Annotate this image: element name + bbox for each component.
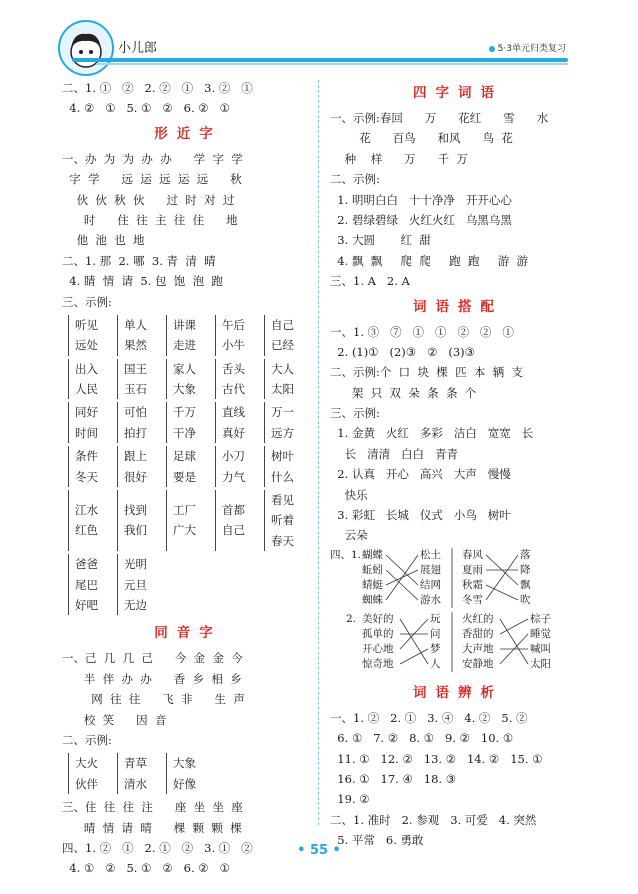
matching-exercise-1 (330, 548, 586, 610)
answer-line: 时 住 往 主 往 住 地 (62, 212, 238, 227)
answer-line: 二、示例: (62, 732, 112, 747)
series-label (489, 41, 566, 54)
answer-line: 5. 平常 6. 勇敢 (330, 833, 424, 848)
answer-line: 6. ① 7. ② 8. ① 9. ② 10. ① (330, 731, 514, 746)
word-cell: 听见 远处 (68, 315, 117, 356)
answer-line: 3. 大圆 红 甜 (330, 233, 431, 248)
answer-line: 二、示例: (330, 172, 380, 187)
match-word: 太阳 (530, 657, 551, 670)
column-divider (318, 80, 319, 825)
word-cell: 跟上 很好 (117, 446, 166, 487)
match-word: 睡觉 (530, 627, 551, 640)
word-cell: 足球 要是 (166, 446, 215, 487)
answer-line: 三、示例: (330, 406, 380, 421)
match-word: 美好的 (362, 612, 394, 625)
word-cell: 小刀 力气 (215, 446, 264, 487)
match-word: 冬雪 (462, 593, 483, 606)
match-word: 玩 (430, 612, 441, 625)
answer-line: 网 往 往 飞 非 生 声 (62, 692, 245, 707)
match-word: 火红的 (462, 612, 494, 625)
word-cell: 树叶 什么 (264, 446, 313, 487)
matching-label: 四、1. (330, 548, 362, 561)
word-cell: 家人 大象 (166, 359, 215, 400)
word-cell: 青草 清水 (117, 753, 166, 794)
answer-line: 快乐 (330, 487, 368, 502)
word-cell: 大象 好像 (166, 753, 215, 794)
word-table (68, 490, 314, 551)
answer-line: 4. 飘 飘 爬 爬 跑 跑 游 游 (330, 253, 529, 268)
word-cell: 可怕 拍打 (117, 402, 166, 443)
answer-line: 三、示例: (62, 294, 112, 309)
match-word: 开心地 (362, 642, 394, 655)
page-number: • 55 • (297, 843, 341, 858)
match-word: 松土 (420, 548, 441, 561)
match-word: 降 (520, 563, 531, 576)
word-table (68, 315, 314, 356)
answer-line: 二、1. 那 2. 哪 3. 青 清 晴 (62, 253, 216, 268)
match-word: 游水 (420, 593, 441, 606)
answer-line: 4. ② ① 5. ① ② 6. ② ① (62, 101, 230, 116)
match-word: 夏雨 (462, 563, 483, 576)
section-title: 同音字 (154, 625, 222, 642)
answer-line: 一、1. ③ ⑦ ① ① ② ② ① (330, 324, 514, 339)
word-cell: 国王 玉石 (117, 359, 166, 400)
word-table (68, 554, 314, 615)
word-cell: 千万 干净 (166, 402, 215, 443)
answer-line: 种 样 万 千 万 (330, 151, 468, 166)
match-word: 人 (430, 657, 441, 670)
match-word: 棕子 (530, 612, 551, 625)
word-cell: 看见 听着 春天 (264, 490, 313, 551)
word-cell: 出入 人民 (68, 359, 117, 400)
answer-line: 1. 明明白白 十十净净 开开心心 (330, 192, 512, 207)
answer-line: 伙 伙 秋 伙 过 时 对 过 (62, 192, 235, 207)
section-title: 词语搭配 (413, 298, 503, 315)
answer-line: 二、1. 准时 2. 参观 3. 可爱 4. 突然 (330, 812, 537, 827)
header-rule-thin (96, 63, 568, 65)
word-cell: 单人 果然 (117, 315, 166, 356)
answer-line: 一、己 几 几 己 今 金 金 今 (62, 651, 243, 666)
match-word: 大声地 (462, 642, 494, 655)
match-word: 蚯蚓 (362, 563, 383, 576)
match-word: 结网 (420, 578, 441, 591)
word-cell: 首都 自己 (215, 490, 264, 551)
word-cell: 午后 小牛 (215, 315, 264, 356)
brand-name: 小儿郎 (118, 41, 158, 56)
answer-line: 花 百鸟 和风 鸟 花 (330, 131, 513, 146)
answer-line: 四、1. ② ① 2. ① ② 3. ① ② (62, 840, 253, 855)
answer-line: 云朵 (330, 528, 368, 543)
answer-line: 长 清清 白白 青青 (330, 446, 459, 461)
answer-line: 三、住 往 往 注 座 坐 坐 座 (62, 800, 243, 815)
word-cell: 大火 伙伴 (68, 753, 117, 794)
match-word: 展翅 (420, 563, 441, 576)
section-title: 形近字 (154, 125, 222, 142)
answer-line: 3. 彩虹 长城 仪式 小鸟 树叶 (330, 508, 511, 523)
word-cell: 大人 太阳 (264, 359, 313, 400)
match-word: 喊叫 (530, 642, 551, 655)
answer-line: 19. ② (330, 792, 370, 807)
answer-line: 他 池 也 地 (62, 233, 145, 248)
word-table (68, 446, 314, 487)
word-cell: 万一 远方 (264, 402, 313, 443)
answer-line: 一、办 为 为 办 办 学 字 学 (62, 151, 243, 166)
answer-line: 一、示例:春回 万 花红 雪 水 (330, 111, 549, 125)
match-word: 落 (520, 548, 531, 561)
match-word: 蝴蝶 (362, 548, 383, 561)
word-cell: 光明 元旦 无边 (117, 554, 166, 615)
series-text: 5·3单元归类复习 (497, 44, 566, 54)
match-word: 香甜的 (462, 627, 494, 640)
match-word: 梦 (430, 642, 441, 655)
word-cell: 自己 已经 (264, 315, 313, 356)
word-cell: 同好 时间 (68, 402, 117, 443)
match-word: 秋霜 (462, 578, 483, 591)
mascot-logo-icon (58, 20, 114, 76)
answer-line: 2. 碧绿碧绿 火红火红 乌黑乌黑 (330, 212, 512, 227)
word-table (68, 402, 314, 443)
answer-line: 三、1. A 2. A (330, 274, 410, 289)
answer-line: 字 学 远 运 远 运 远 秋 (62, 172, 242, 187)
answer-line: 晴 情 请 晴 棵 颗 颗 棵 (62, 820, 242, 835)
answer-line: 2. (1)① (2)③ ② (3)③ (330, 344, 475, 359)
match-word: 孤单的 (362, 627, 394, 640)
word-cell: 爸爸 尾巴 好吧 (68, 554, 117, 615)
answer-line: 二、1. ① ② 2. ② ① 3. ② ① (62, 81, 253, 95)
match-word: 惊奇地 (362, 657, 394, 670)
answer-line: 4. ① ② 5. ① ② 6. ② ① (62, 861, 230, 876)
answer-line: 2. 认真 开心 高兴 大声 慢慢 (330, 467, 511, 482)
answer-line: 半 伴 办 办 香 乡 相 乡 (62, 671, 242, 686)
matching-lines (330, 548, 586, 610)
left-column (62, 78, 314, 879)
bullet-icon (489, 46, 495, 52)
right-column (330, 78, 586, 851)
header-rule (72, 58, 568, 62)
match-word: 安静地 (462, 657, 494, 670)
answer-line: 4. 睛 情 请 5. 包 饱 泡 跑 (62, 274, 223, 289)
section-title: 四字词语 (413, 85, 503, 101)
match-word: 问 (430, 627, 441, 640)
section-title: 词语辨析 (413, 684, 503, 701)
matching-exercise-2 (330, 612, 586, 676)
answer-line: 二、示例:个 口 块 棵 匹 本 辆 支 (330, 365, 524, 380)
match-word: 吹 (520, 593, 531, 606)
answer-line: 校 笑 因 音 (62, 712, 167, 727)
word-cell: 直线 真好 (215, 402, 264, 443)
answer-line: 一、1. ② 2. ① 3. ④ 4. ② 5. ② (330, 710, 528, 725)
word-table (68, 753, 314, 794)
word-cell: 条件 冬天 (68, 446, 117, 487)
matching-label: 2. (346, 612, 357, 625)
match-word: 春风 (462, 548, 483, 561)
answer-line: 架 只 双 朵 条 条 个 (330, 385, 477, 400)
word-table (68, 359, 314, 400)
answer-line: 11. ① 12. ② 13. ② 14. ② 15. ① (330, 751, 543, 766)
answer-line: 16. ① 17. ④ 18. ③ (330, 771, 457, 786)
match-word: 蜻蜓 (362, 578, 383, 591)
answer-line: 1. 金黄 火红 多彩 洁白 宽宽 长 (330, 426, 534, 441)
word-cell: 舌头 古代 (215, 359, 264, 400)
match-word: 蜘蛛 (362, 593, 383, 606)
word-cell: 工厂 广大 (166, 490, 215, 551)
matching-lines (330, 612, 586, 676)
word-cell: 找到 我们 (117, 490, 166, 551)
word-cell: 江水 红色 (68, 490, 117, 551)
word-cell: 讲课 走进 (166, 315, 215, 356)
match-word: 飘 (520, 578, 531, 591)
